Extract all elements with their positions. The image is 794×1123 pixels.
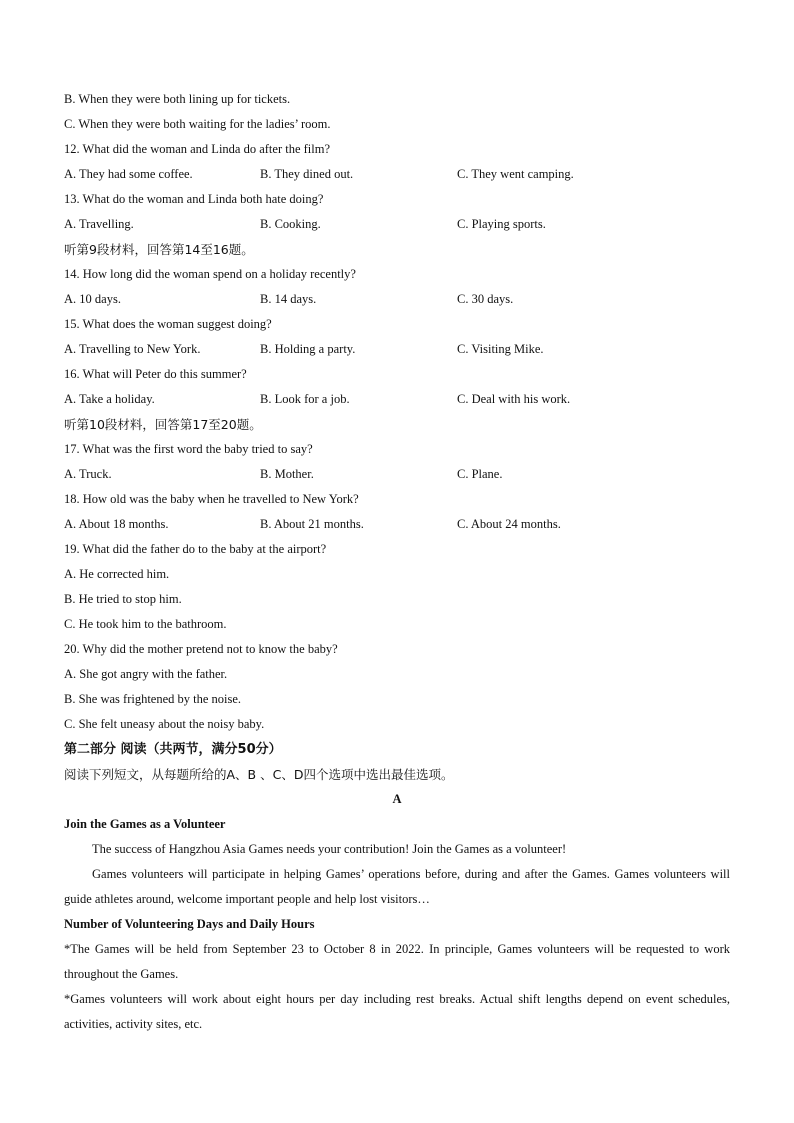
reading-section-title: 第二部分 阅读（共两节，满分50分） [64, 742, 282, 757]
q14-option-b: B. 14 days. [260, 292, 317, 306]
passage-heading-days-hours: Number of Volunteering Days and Daily Hours [64, 917, 315, 931]
q15-option-c: C. Visiting Mike. [457, 342, 544, 356]
q16-option-a: A. Take a holiday. [64, 392, 155, 406]
q14-option-a: A. 10 days. [64, 292, 121, 306]
passage-bullet-2: *Games volunteers will work about eight hours per day including rest breaks. Actual shift lengths depend on event schedules, activities, activity sites, etc. [64, 992, 730, 1031]
q15-question: 15. What does the woman suggest doing? [64, 317, 272, 331]
material-10-instruction: 听第10段材料，回答第17至20题。 [64, 417, 262, 432]
q12-option-b: B. They dined out. [260, 167, 354, 181]
passage-paragraph-2: Games volunteers will participate in helping Games’ operations before, during and after the Games. Games volunteers will guide athletes around, welcome important people and help lost visitors… [64, 867, 730, 906]
q19-option-a: A. He corrected him. [64, 567, 170, 581]
q12-option-c: C. They went camping. [457, 167, 574, 181]
q16-option-c: C. Deal with his work. [457, 392, 571, 406]
passage-paragraph-1: The success of Hangzhou Asia Games needs your contribution! Join the Games as a volunteer! [92, 842, 567, 856]
q15-options [64, 337, 730, 362]
q14-options [64, 287, 730, 312]
q18-option-b: B. About 21 months. [260, 517, 364, 531]
q12-option-a: A. They had some coffee. [64, 167, 193, 181]
passage-heading-volunteer: Join the Games as a Volunteer [64, 817, 226, 831]
q18-question: 18. How old was the baby when he travelled to New York? [64, 492, 359, 506]
q13-options [64, 212, 730, 237]
q16-options [64, 387, 730, 412]
document-page [64, 87, 730, 1037]
q13-option-c: C. Playing sports. [457, 217, 546, 231]
q18-options [64, 512, 730, 537]
q11-option-b: B. When they were both lining up for tickets. [64, 92, 291, 106]
q11-option-c: C. When they were both waiting for the ladies’ room. [64, 117, 331, 131]
material-9-instruction: 听第9段材料，回答第14至16题。 [64, 242, 254, 257]
q15-option-b: B. Holding a party. [260, 342, 356, 356]
q13-option-b: B. Cooking. [260, 217, 321, 231]
passage-bullet-1: *The Games will be held from September 23 to October 8 in 2022. In principle, Games volunteers will be requested to work throughout the Games. [64, 942, 730, 981]
reading-instruction: 阅读下列短文，从每题所给的A、B 、C、D四个选项中选出最佳选项。 [64, 767, 454, 782]
q17-option-a: A. Truck. [64, 467, 112, 481]
q16-question: 16. What will Peter do this summer? [64, 367, 247, 381]
q19-question: 19. What did the father do to the baby at the airport? [64, 542, 327, 556]
q18-option-c: C. About 24 months. [457, 517, 561, 531]
q13-option-a: A. Travelling. [64, 217, 134, 231]
q20-option-a: A. She got angry with the father. [64, 667, 228, 681]
q19-option-b: B. He tried to stop him. [64, 592, 182, 606]
q12-options [64, 162, 730, 187]
q18-option-a: A. About 18 months. [64, 517, 169, 531]
q15-option-a: A. Travelling to New York. [64, 342, 201, 356]
q20-question: 20. Why did the mother pretend not to know the baby? [64, 642, 338, 656]
q14-option-c: C. 30 days. [457, 292, 514, 306]
q20-option-c: C. She felt uneasy about the noisy baby. [64, 717, 265, 731]
passage-letter: A [392, 792, 402, 806]
q17-question: 17. What was the first word the baby tried to say? [64, 442, 313, 456]
q19-option-c: C. He took him to the bathroom. [64, 617, 227, 631]
q20-option-b: B. She was frightened by the noise. [64, 692, 242, 706]
q13-question: 13. What do the woman and Linda both hate doing? [64, 192, 324, 206]
q14-question: 14. How long did the woman spend on a holiday recently? [64, 267, 356, 281]
q17-option-c: C. Plane. [457, 467, 503, 481]
q17-options [64, 462, 730, 487]
q17-option-b: B. Mother. [260, 467, 314, 481]
q12-question: 12. What did the woman and Linda do after the film? [64, 142, 331, 156]
q16-option-b: B. Look for a job. [260, 392, 350, 406]
